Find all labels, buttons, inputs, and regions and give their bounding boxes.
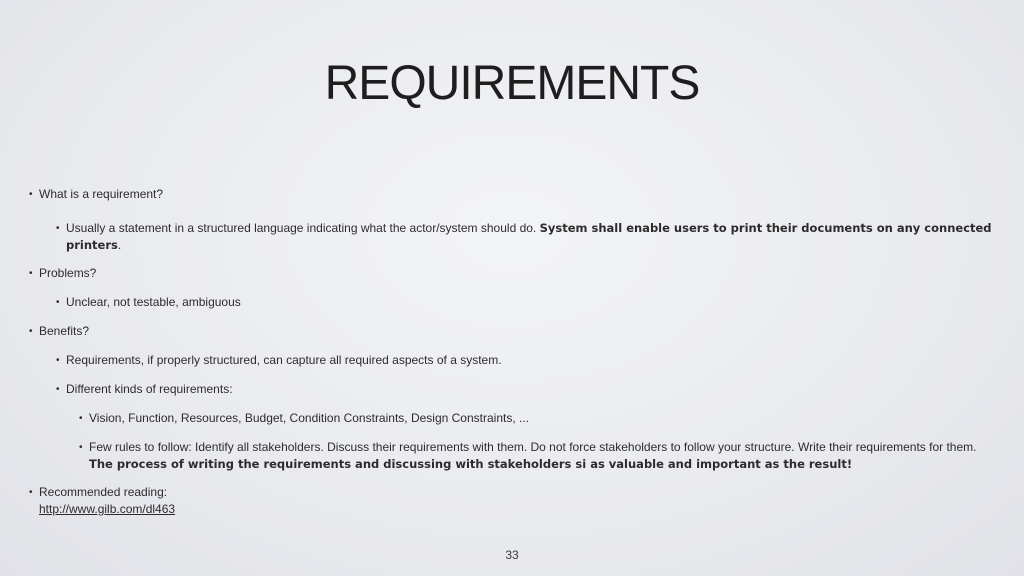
page-number: 33 — [505, 548, 519, 562]
bullet-dot: • — [79, 413, 83, 424]
bullet-what-is-requirement — [29, 186, 939, 203]
bullet-problems — [29, 265, 939, 282]
bullet-text-tail: . — [117, 238, 122, 252]
bullet-unclear — [56, 294, 966, 311]
bullet-bold-text: The process of writing the requirements and discussing with stakeholders si as valuable and important as the result! — [89, 457, 853, 471]
slide-title: REQUIREMENTS — [324, 57, 700, 110]
bullet-dot: • — [79, 442, 83, 453]
bullet-usually-statement — [56, 220, 996, 254]
bullet-dot: • — [56, 384, 60, 395]
bullet-text: Benefits? — [39, 324, 90, 338]
bullet-few-rules — [79, 439, 994, 473]
bullet-dot: • — [29, 487, 33, 498]
bullet-text: Different kinds of requirements: — [66, 382, 233, 396]
bullet-different-kinds — [56, 381, 966, 398]
bullet-recommended-reading — [29, 484, 939, 518]
bullet-dot: • — [56, 297, 60, 308]
bullet-dot: • — [56, 223, 60, 234]
bullet-dot: • — [29, 189, 33, 200]
bullet-dot: • — [29, 326, 33, 337]
bullet-bold-text: System shall enable users to print their documents on any connected printers — [66, 221, 992, 252]
bullet-requirements-structured — [56, 352, 966, 369]
bullet-text: Usually a statement in a structured language indicating what the actor/system should do. — [66, 221, 540, 235]
bullet-text: Few rules to follow: Identify all stakeholders. Discuss their requirements with them. Do not force stakeholders to follow your structure. Write their requirements for them. — [89, 440, 977, 454]
bullet-vision-function — [79, 410, 969, 427]
reading-link[interactable]: http://www.gilb.com/dl463 — [39, 502, 176, 516]
bullet-benefits — [29, 323, 939, 340]
bullet-text: Problems? — [39, 266, 97, 280]
bullet-text: Recommended reading: — [39, 485, 168, 499]
bullet-text: What is a requirement? — [39, 187, 164, 201]
bullet-text: Requirements, if properly structured, can capture all required aspects of a system. — [66, 353, 502, 367]
bullet-text: Vision, Function, Resources, Budget, Condition Constraints, Design Constraints, ... — [89, 411, 529, 425]
bullet-text: Unclear, not testable, ambiguous — [66, 295, 241, 309]
bullet-dot: • — [56, 355, 60, 366]
bullet-dot: • — [29, 268, 33, 279]
